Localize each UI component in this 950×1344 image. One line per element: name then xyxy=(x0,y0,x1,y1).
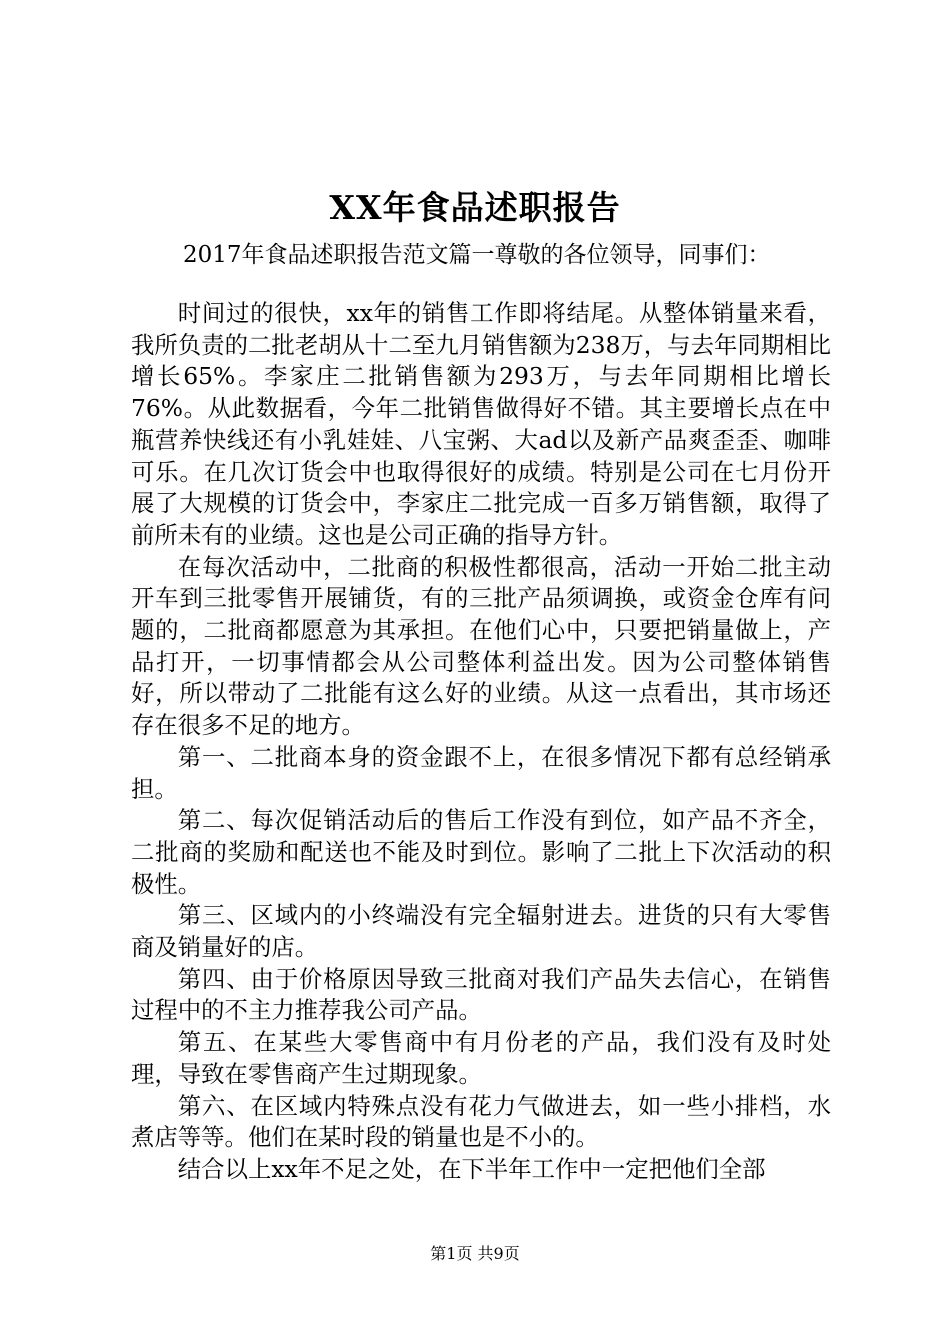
page-number-footer: 第1页 共9页 xyxy=(430,1244,520,1263)
paragraph: 在每次活动中，二批商的积极性都很高，活动一开始二批主动开车到三批零售开展铺货，有的三批产品须调换，或资金仓库有问题的，二批商都愿意为其承担。在他们心中，只要把销量做上，产品打开，一切事情都会从公司整体利益出发。因为公司整体销售好，所以带动了二批能有这么好的业绩。从这一点看出，其市场还存在很多不足的地方。 xyxy=(131,552,831,740)
document-subtitle: 2017年食品述职报告范文篇一尊敬的各位领导，同事们： xyxy=(183,242,771,268)
paragraph: 第四、由于价格原因导致三批商对我们产品失去信心，在销售过程中的不主力推荐我公司产品。 xyxy=(131,964,831,1025)
paragraph: 第五、在某些大零售商中有月份老的产品，我们没有及时处理，导致在零售商产生过期现象。 xyxy=(131,1028,831,1088)
paragraph: 结合以上xx年不足之处，在下半年工作中一定把他们全部 xyxy=(177,1154,766,1183)
document-body xyxy=(131,298,831,1186)
document-title: XX年食品述职报告 xyxy=(329,188,621,227)
paragraph: 时间过的很快，xx年的销售工作即将结尾。从整体销量来看，我所负责的二批老胡从十二至九月销售额为238万，与去年同期相比增长65%。李家庄二批销售额为293万，与去年同期相比增长76%。从此数据看，今年二批销售做得好不错。其主要增长点在中瓶营养快线还有小乳娃娃、八宝粥、大ad以及新产品爽歪歪、咖啡可乐。在几次订货会中也取得很好的成绩。特别是公司在七月份开展了大规模的订货会中，李家庄二批完成一百多万销售额，取得了前所未有的业绩。这也是公司正确的指导方针。 xyxy=(131,299,831,549)
paragraph: 第六、在区域内特殊点没有花力气做进去，如一些小排档，水煮店等等。他们在某时段的销量也是不小的。 xyxy=(131,1091,831,1152)
paragraph: 第一、二批商本身的资金跟不上，在很多情况下都有总经销承担。 xyxy=(131,742,831,803)
paragraph: 第二、每次促销活动后的售后工作没有到位，如产品不齐全，二批商的奖励和配送也不能及时到位。影响了二批上下次活动的积极性。 xyxy=(131,806,831,898)
paragraph: 第三、区域内的小终端没有完全辐射进去。进货的只有大零售商及销量好的店。 xyxy=(131,901,831,962)
